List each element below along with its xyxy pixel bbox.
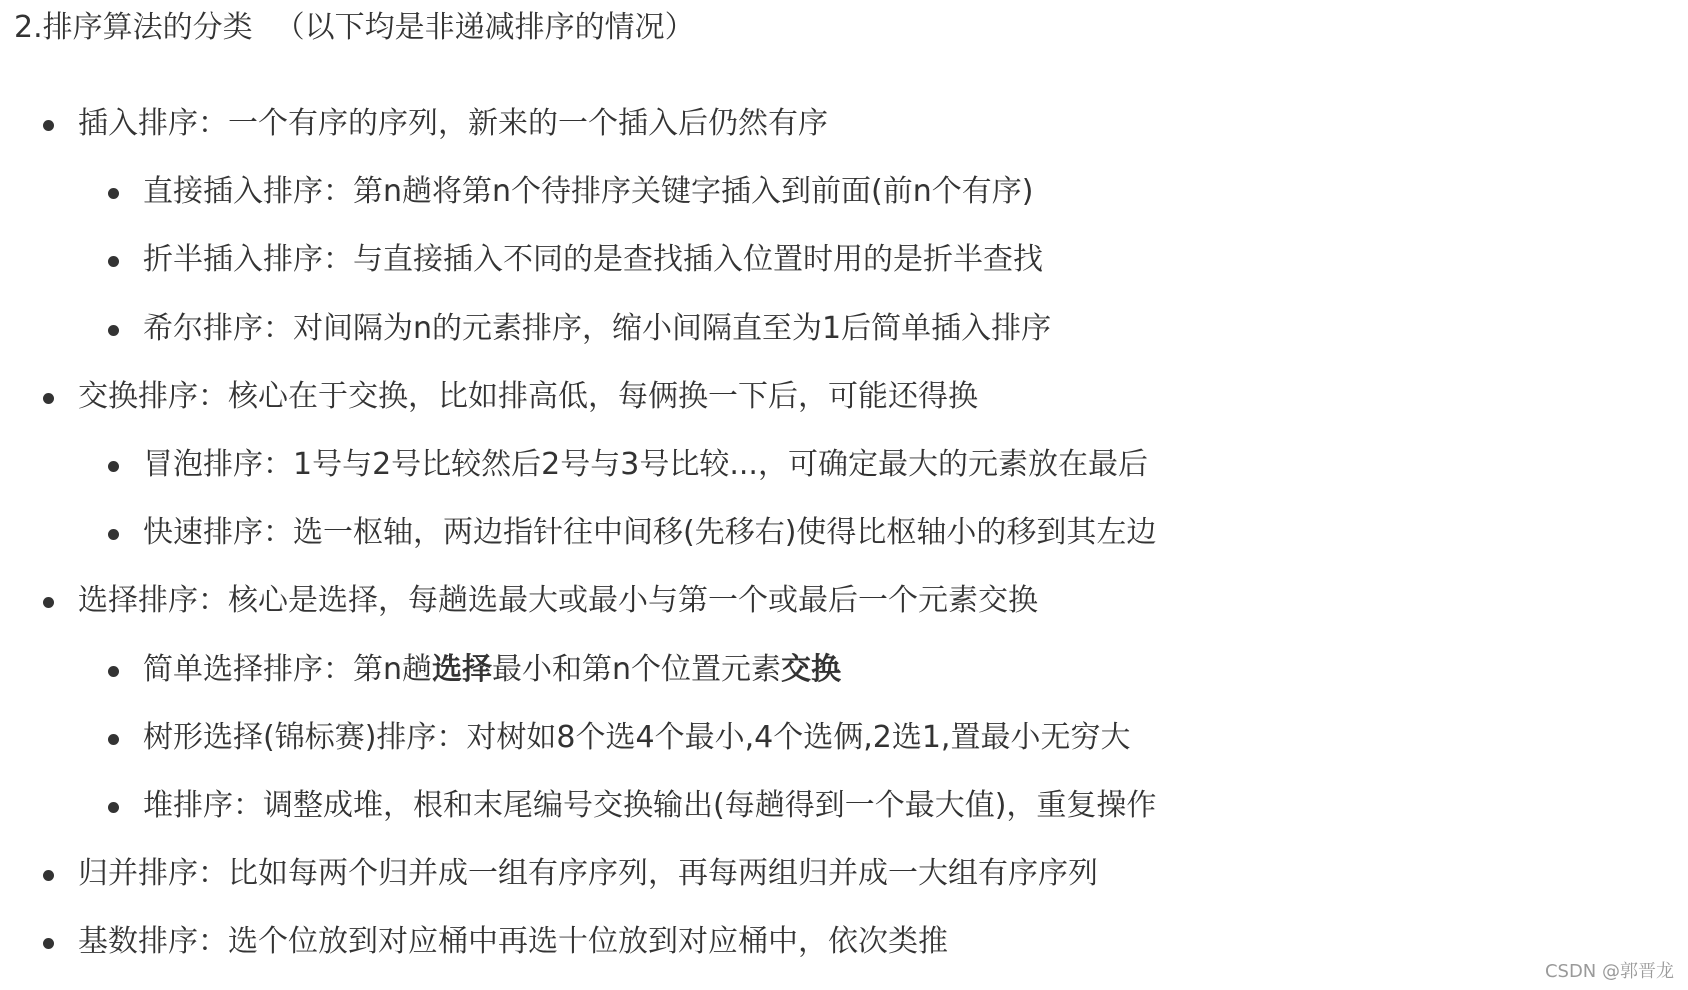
bullet-icon <box>108 734 119 745</box>
list-item-bubble-sort <box>0 437 1688 505</box>
text-segment: 简单选择排序：第n趟 <box>143 651 433 687</box>
bullet-icon <box>108 461 119 472</box>
list-item-text: 树形选择(锦标赛)排序：对树如8个选4个最小,4个选俩,2选1,置最小无穷大 <box>143 719 1131 755</box>
section-heading <box>14 8 695 48</box>
list-item-exchange-sort <box>0 369 1688 437</box>
list-item-text: 折半插入排序：与直接插入不同的是查找插入位置时用的是折半查找 <box>143 242 1043 278</box>
bullet-icon <box>108 666 119 677</box>
bullet-icon <box>108 256 119 267</box>
bullet-icon <box>43 597 54 608</box>
list-item-shell-sort <box>0 301 1688 369</box>
list-item-text <box>143 650 841 690</box>
bullet-icon <box>43 938 54 949</box>
text-segment: 最小和第n个位置元素 <box>492 651 782 687</box>
bullet-icon <box>108 802 119 813</box>
list-item-simple-selection-sort <box>0 642 1688 710</box>
list-item-straight-insertion-sort <box>0 164 1688 232</box>
list-item-selection-sort <box>0 573 1688 641</box>
heading-note: （以下均是非递减排序的情况） <box>274 10 695 45</box>
list-item-text: 快速排序：选一枢轴，两边指针往中间移(先移右)使得比枢轴小的移到其左边 <box>143 515 1157 551</box>
list-item-merge-sort <box>0 846 1688 914</box>
list-item-text: 冒泡排序：1号与2号比较然后2号与3号比较...，可确定最大的元素放在最后 <box>143 446 1148 482</box>
list-item-radix-sort <box>0 914 1688 982</box>
list-item-binary-insertion-sort <box>0 232 1688 300</box>
csdn-watermark: CSDN @郭晋龙 <box>1544 961 1674 982</box>
list-item-text: 希尔排序：对间隔为n的元素排序，缩小间隔直至为1后简单插入排序 <box>143 310 1052 346</box>
list-item-text: 归并排序：比如每两个归并成一组有序序列，再每两组归并成一大组有序序列 <box>78 856 1098 892</box>
bullet-icon <box>43 393 54 404</box>
list-item-text: 基数排序：选个位放到对应桶中再选十位放到对应桶中，依次类推 <box>78 924 948 960</box>
list-item-text: 直接插入排序：第n趟将第n个待排序关键字插入到前面(前n个有序) <box>143 174 1034 210</box>
bullet-icon <box>43 870 54 881</box>
sorting-category-list <box>0 96 1688 982</box>
list-item-heap-sort <box>0 778 1688 846</box>
bullet-icon <box>108 188 119 199</box>
list-item-tree-selection-sort <box>0 710 1688 778</box>
list-item-text: 选择排序：核心是选择，每趟选最大或最小与第一个或最后一个元素交换 <box>78 583 1038 619</box>
list-item-quick-sort <box>0 505 1688 573</box>
bold-text-exchange: 交换 <box>781 651 842 687</box>
heading-title: 2.排序算法的分类 <box>14 10 253 45</box>
list-item-text: 堆排序：调整成堆，根和末尾编号交换输出(每趟得到一个最大值)，重复操作 <box>143 787 1157 823</box>
bullet-icon <box>108 529 119 540</box>
list-item-text: 交换排序：核心在于交换，比如排高低，每俩换一下后，可能还得换 <box>78 378 978 414</box>
bullet-icon <box>43 120 54 131</box>
bold-text-selection: 选择 <box>432 651 493 687</box>
bullet-icon <box>108 325 119 336</box>
list-item-text: 插入排序：一个有序的序列，新来的一个插入后仍然有序 <box>78 106 828 141</box>
list-item-insertion-sort <box>0 96 1688 164</box>
